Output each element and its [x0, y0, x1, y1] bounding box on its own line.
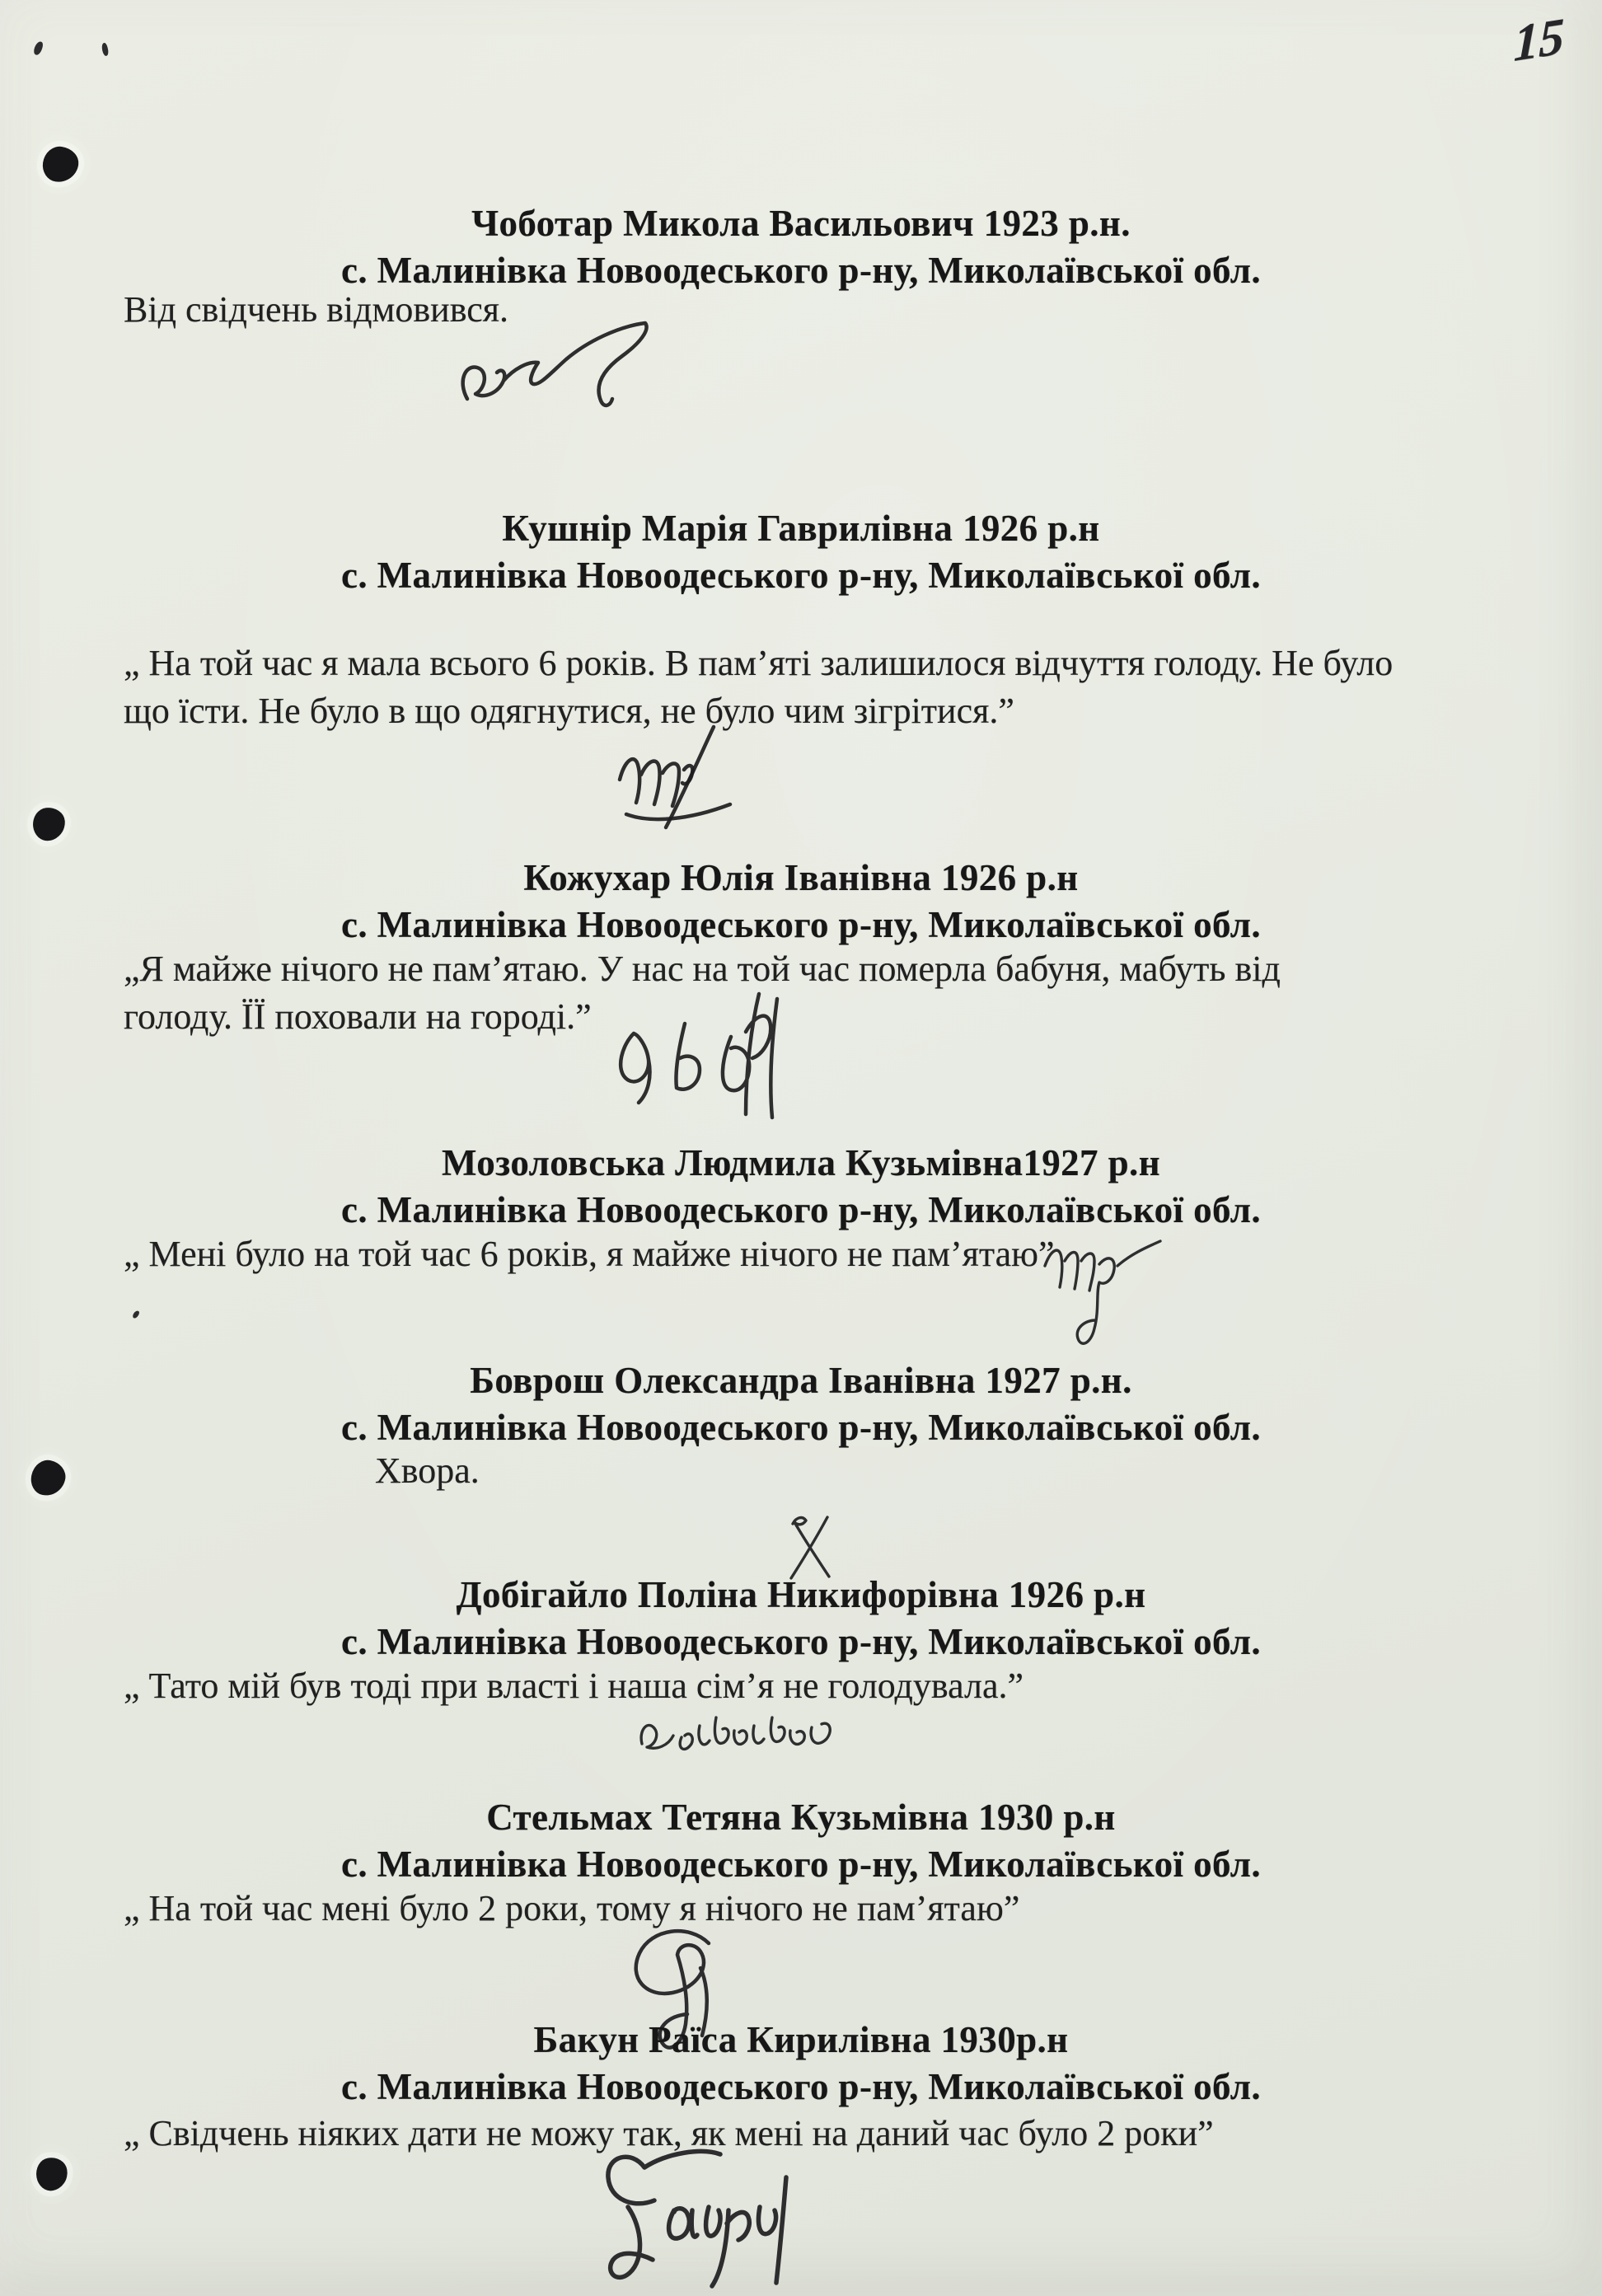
- testimony-line: „ На той час мені було 2 роки, тому я нічого не пам’ятаю”: [124, 1888, 1020, 1928]
- testimony-line: Від свідчень відмовився.: [124, 289, 508, 330]
- witness-location: с. Малинівка Новоодеського р-ну, Миколаївської обл.: [340, 1189, 1262, 1230]
- witness-location: с. Малинівка Новоодеського р-ну, Миколаївської обл.: [340, 1621, 1262, 1662]
- witness-location: с. Малинівка Новоодеського р-ну, Миколаївської обл.: [340, 555, 1262, 596]
- signature-dobihailo: [630, 1696, 841, 1774]
- testimony-line: що їсти. Не було в що одягнутися, не було чим зігрітися.”: [124, 691, 1014, 731]
- signature-bakun: [592, 2131, 868, 2294]
- hole-punch: [31, 806, 67, 842]
- signature-kushnir: [608, 722, 761, 833]
- testimony-line: „ Мені було на той час 6 років, я майже нічого не пам’ятаю”: [124, 1234, 1055, 1274]
- witness-location: с. Малинівка Новоодеського р-ну, Миколаївської обл.: [340, 1407, 1262, 1448]
- witness-name: Чоботар Микола Васильович 1923 р.н.: [471, 203, 1131, 244]
- witness-name: Добігайло Поліна Никифорівна 1926 р.н: [456, 1574, 1146, 1615]
- testimony-line: голоду. ЇЇ поховали на городі.”: [124, 996, 592, 1037]
- signature-mozolovska: [1035, 1213, 1167, 1353]
- witness-name: Стельмах Тетяна Кузьмівна 1930 р.н: [486, 1797, 1116, 1838]
- witness-name: Мозоловська Людмила Кузьмівна1927 р.н: [441, 1142, 1161, 1183]
- paper-speck: [33, 40, 44, 56]
- witness-name: Бакун Раїса Кирилівна 1930р.н: [533, 2019, 1069, 2060]
- signature-kozhukhar: [606, 982, 795, 1121]
- hole-punch: [28, 1457, 68, 1499]
- witness-name: Кожухар Юлія Іванівна 1926 р.н: [523, 857, 1079, 898]
- testimony-line: „ Тато мій був тоді при власті і наша сім’я не голодувала.”: [124, 1666, 1024, 1706]
- page-number-handwritten: 15: [1513, 7, 1565, 73]
- witness-location: с. Малинівка Новоодеського р-ну, Миколаївської обл.: [340, 2066, 1262, 2107]
- paper-speck: [101, 42, 110, 56]
- x-mark: [785, 1511, 836, 1581]
- status-note: Хвора.: [375, 1450, 480, 1491]
- witness-name: Кушнір Марія Гаврилівна 1926 р.н: [502, 508, 1100, 549]
- witness-name: Боврош Олександра Іванівна 1927 р.н.: [470, 1360, 1132, 1401]
- hole-punch: [40, 144, 81, 185]
- witness-location: с. Малинівка Новоодеського р-ну, Миколаївської обл.: [340, 250, 1262, 291]
- testimony-line: „ Свідчень ніяких дати не можу так, як мені на даний час було 2 роки”: [124, 2113, 1214, 2153]
- witness-location: с. Малинівка Новоодеського р-ну, Миколаївської обл.: [340, 1844, 1262, 1885]
- testimony-line: „Я майже нічого не пам’ятаю. У нас на той час померла бабуня, мабуть від: [124, 949, 1281, 989]
- testimony-line: „ На той час я мала всього 6 років. В пам’яті залишилося відчуття голоду. Не було: [124, 643, 1394, 683]
- hole-punch: [34, 2155, 70, 2193]
- signature-chobotar: [449, 320, 655, 431]
- witness-location: с. Малинівка Новоодеського р-ну, Миколаївської обл.: [340, 904, 1262, 945]
- paper-speck: [132, 1310, 140, 1319]
